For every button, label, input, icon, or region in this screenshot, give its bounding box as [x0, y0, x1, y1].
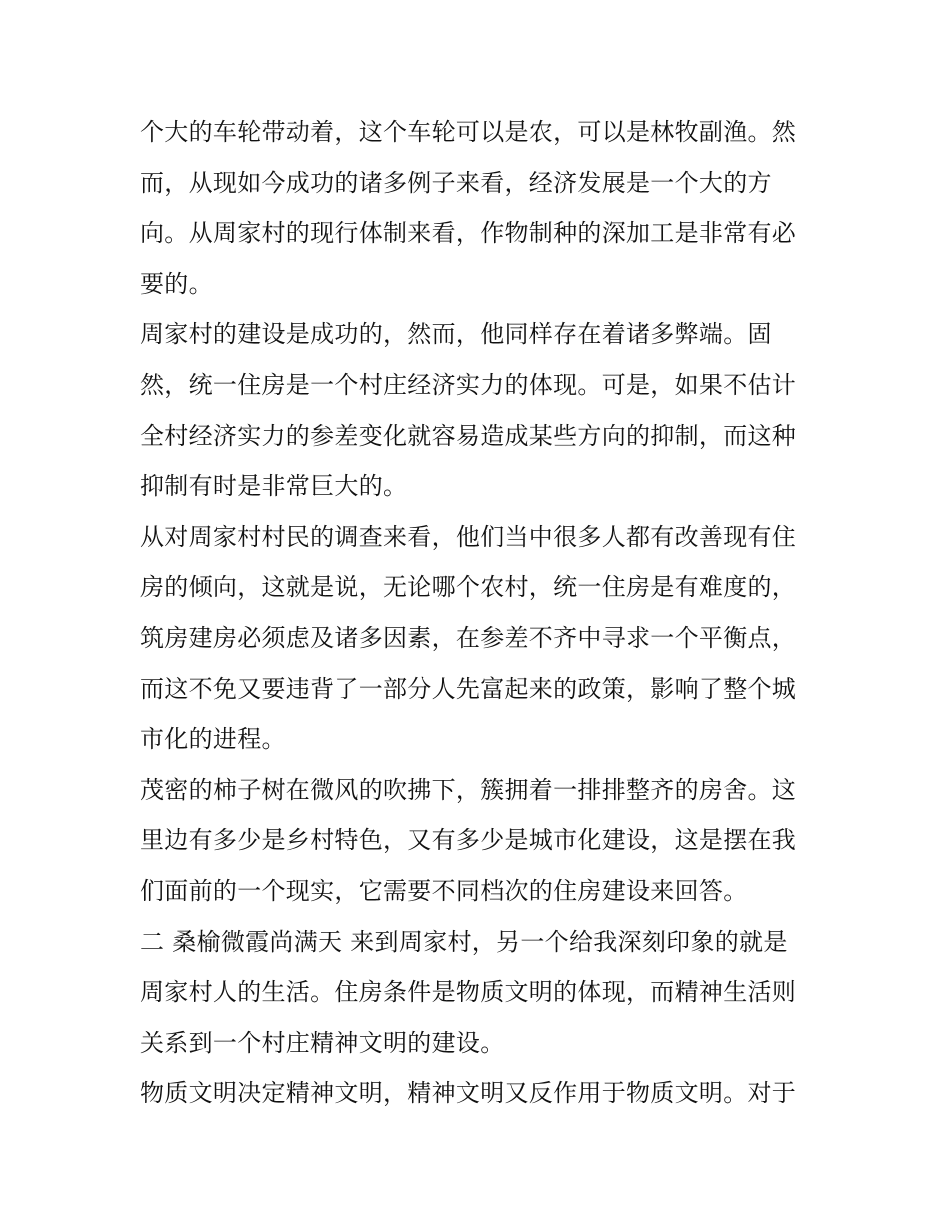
text-line: 里边有多少是乡村特色，又有多少是城市化建设，这是摆在我 [140, 826, 797, 855]
text-line: 二 桑榆微霞尚满天 来到周家村，另一个给我深刻印象的就是 [140, 927, 788, 956]
text-line: 要的。 [140, 269, 213, 298]
text-line: 筑房建房必须虑及诸多因素，在参差不齐中寻求一个平衡点， [140, 623, 797, 652]
text-line: 抑制有时是非常巨大的。 [140, 472, 408, 501]
text-line: 市化的进程。 [140, 725, 286, 754]
text-line: 物质文明决定精神文明，精神文明又反作用于物质文明。对于 [140, 1079, 797, 1108]
text-line: 茂密的柿子树在微风的吹拂下，簇拥着一排排整齐的房舍。这 [140, 775, 797, 804]
text-line: 而这不免又要违背了一部分人先富起来的政策，影响了整个城 [140, 674, 797, 703]
text-line: 关系到一个村庄精神文明的建设。 [140, 1028, 505, 1057]
text-line: 向。从周家村的现行体制来看，作物制种的深加工是非常有必 [140, 219, 797, 248]
text-line: 个大的车轮带动着，这个车轮可以是农，可以是林牧副渔。然 [140, 118, 797, 146]
text-line: 周家村人的生活。住房条件是物质文明的体现，而精神生活则 [140, 978, 797, 1007]
text-line: 然，统一住房是一个村庄经济实力的体现。可是，如果不估计 [140, 370, 797, 399]
body-text [140, 107, 820, 1119]
text-line: 全村经济实力的参差变化就容易造成某些方向的抑制，而这种 [140, 421, 797, 450]
text-line: 周家村的建设是成功的，然而，他同样存在着诸多弊端。固 [140, 320, 772, 349]
text-line: 们面前的一个现实，它需要不同档次的住房建设来回答。 [140, 876, 748, 905]
text-line: 而，从现如今成功的诸多例子来看，经济发展是一个大的方 [140, 168, 772, 197]
text-line: 从对周家村村民的调查来看，他们当中很多人都有改善现有住 [140, 522, 797, 551]
text-line: 房的倾向，这就是说，无论哪个农村，统一住房是有难度的， [140, 573, 797, 602]
